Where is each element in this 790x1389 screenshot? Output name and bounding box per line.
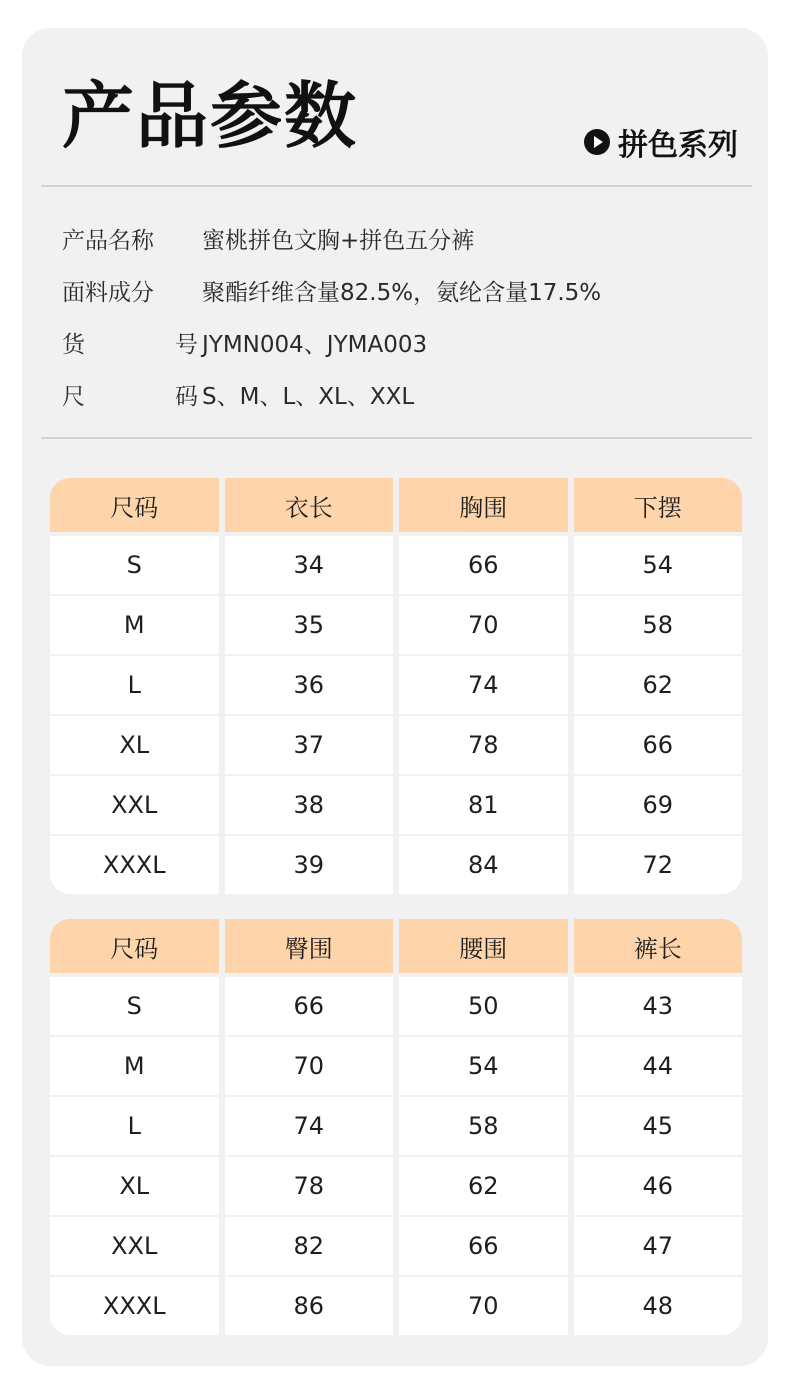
table-cell: 39: [225, 836, 394, 894]
table-cell: 47: [574, 1217, 743, 1275]
info-value: 蜜桃拼色文胸+拼色五分裤: [202, 227, 475, 254]
table-cell: 81: [399, 776, 568, 834]
table-cell: 82: [225, 1217, 394, 1275]
table-cell: 84: [399, 836, 568, 894]
table-cell: XXXL: [50, 1277, 219, 1335]
info-label: 货 号: [62, 331, 198, 358]
table-header-cell: 胸围: [399, 478, 568, 532]
table-header-cell: 尺码: [50, 919, 219, 973]
table-row: [50, 1097, 742, 1155]
product-params-card: [22, 28, 768, 1366]
table-row: [50, 1217, 742, 1275]
table-cell: 45: [574, 1097, 743, 1155]
table-cell: 36: [225, 656, 394, 714]
info-row-sku: [62, 322, 427, 362]
table-cell: S: [50, 536, 219, 594]
table-cell: 66: [574, 716, 743, 774]
table-row: [50, 716, 742, 774]
info-label: 面料成分: [62, 279, 154, 306]
info-value: JYMN004、JYMA003: [202, 331, 428, 358]
series-link[interactable]: [584, 120, 738, 164]
table-cell: 44: [574, 1037, 743, 1095]
table-cell: 54: [574, 536, 743, 594]
table-header-cell: 下摆: [574, 478, 743, 532]
table-cell: 66: [399, 1217, 568, 1275]
table-cell: L: [50, 656, 219, 714]
info-value: S、M、L、XL、XXL: [202, 383, 415, 410]
divider-top: [41, 185, 752, 187]
table-cell: 38: [225, 776, 394, 834]
table-cell: 43: [574, 977, 743, 1035]
table-cell: 58: [574, 596, 743, 654]
table-cell: 74: [399, 656, 568, 714]
table-cell: 66: [399, 536, 568, 594]
table-cell: 70: [399, 596, 568, 654]
table-cell: 70: [225, 1037, 394, 1095]
table-cell: XL: [50, 716, 219, 774]
table-cell: XXXL: [50, 836, 219, 894]
table-cell: XXL: [50, 776, 219, 834]
table-cell: L: [50, 1097, 219, 1155]
table-cell: 72: [574, 836, 743, 894]
table-cell: 78: [399, 716, 568, 774]
info-row-name: [62, 218, 474, 258]
table-header-row: [50, 478, 742, 532]
table-row: [50, 776, 742, 834]
table-cell: 46: [574, 1157, 743, 1215]
table-cell: 62: [574, 656, 743, 714]
table-header-cell: 裤长: [574, 919, 743, 973]
table-cell: XXL: [50, 1217, 219, 1275]
table-header-cell: 衣长: [225, 478, 394, 532]
table-header-row: [50, 919, 742, 973]
info-row-size: [62, 374, 414, 414]
table-cell: 86: [225, 1277, 394, 1335]
table-header-cell: 腰围: [399, 919, 568, 973]
table-cell: 78: [225, 1157, 394, 1215]
table-row: [50, 977, 742, 1035]
table-row: [50, 656, 742, 714]
table-cell: XL: [50, 1157, 219, 1215]
table-header-cell: 尺码: [50, 478, 219, 532]
table-row: [50, 1037, 742, 1095]
table-cell: 74: [225, 1097, 394, 1155]
play-circle-icon: [584, 129, 610, 155]
table-cell: 48: [574, 1277, 743, 1335]
table-row: [50, 1277, 742, 1335]
table-row: [50, 836, 742, 894]
table-cell: 66: [225, 977, 394, 1035]
table-cell: 34: [225, 536, 394, 594]
info-value: 聚酯纤维含量82.5%，氨纶含量17.5%: [202, 279, 602, 306]
table-row: [50, 596, 742, 654]
table-cell: S: [50, 977, 219, 1035]
table-cell: 50: [399, 977, 568, 1035]
info-label: 产品名称: [62, 227, 154, 254]
table-cell: 70: [399, 1277, 568, 1335]
table-cell: 58: [399, 1097, 568, 1155]
size-table-bottom: [50, 919, 742, 1335]
table-cell: 35: [225, 596, 394, 654]
table-row: [50, 1157, 742, 1215]
table-cell: 37: [225, 716, 394, 774]
info-row-material: [62, 270, 601, 310]
table-header-cell: 臀围: [225, 919, 394, 973]
table-row: [50, 536, 742, 594]
table-cell: 69: [574, 776, 743, 834]
size-table-top: [50, 478, 742, 894]
table-cell: 54: [399, 1037, 568, 1095]
table-cell: 62: [399, 1157, 568, 1215]
table-cell: M: [50, 596, 219, 654]
info-label: 尺 码: [62, 383, 198, 410]
page-title: 产品参数: [62, 74, 359, 158]
divider-bottom: [41, 437, 752, 439]
table-cell: M: [50, 1037, 219, 1095]
series-link-label: 拼色系列: [618, 128, 738, 163]
